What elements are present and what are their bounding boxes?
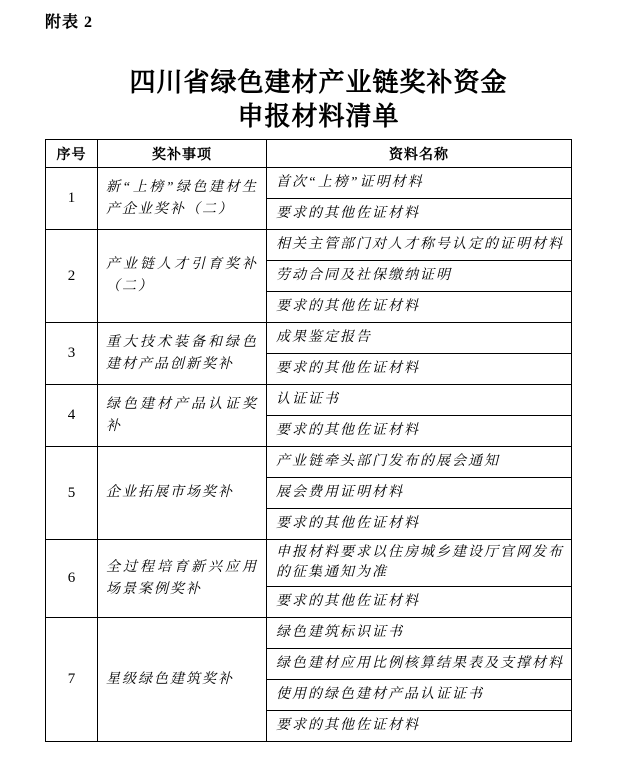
material-name: 要求的其他佐证材料 — [267, 199, 572, 230]
table-row — [46, 447, 572, 478]
award-item: 重大技术装备和绿色建材产品创新奖补 — [98, 323, 267, 385]
material-name: 要求的其他佐证材料 — [267, 711, 572, 742]
table-row — [46, 385, 572, 416]
material-name: 成果鉴定报告 — [267, 323, 572, 354]
document-title-line2: 申报材料清单 — [237, 102, 400, 131]
row-number: 1 — [46, 168, 98, 230]
table-row — [46, 540, 572, 587]
table-row — [46, 323, 572, 354]
column-header-material-name: 资料名称 — [267, 140, 572, 168]
table-row — [46, 168, 572, 199]
award-item: 星级绿色建筑奖补 — [98, 618, 267, 742]
row-number: 7 — [46, 618, 98, 742]
material-name: 要求的其他佐证材料 — [267, 587, 572, 618]
material-name: 首次“上榜”证明材料 — [267, 168, 572, 199]
material-name: 要求的其他佐证材料 — [267, 354, 572, 385]
document-title — [0, 66, 637, 134]
column-header-award-item: 奖补事项 — [98, 140, 267, 168]
appendix-label: 附表 2 — [45, 14, 94, 31]
material-name: 绿色建筑标识证书 — [267, 618, 572, 649]
document-title-line1: 四川省绿色建材产业链奖补资金 — [129, 68, 508, 97]
award-item: 绿色建材产品认证奖补 — [98, 385, 267, 447]
material-name: 相关主管部门对人才称号认定的证明材料 — [267, 230, 572, 261]
award-item: 企业拓展市场奖补 — [98, 447, 267, 540]
material-name: 使用的绿色建材产品认证证书 — [267, 680, 572, 711]
material-name: 要求的其他佐证材料 — [267, 416, 572, 447]
table-header-row — [46, 140, 572, 168]
table-row — [46, 230, 572, 261]
table-row — [46, 618, 572, 649]
material-name: 认证证书 — [267, 385, 572, 416]
row-number: 2 — [46, 230, 98, 323]
material-name: 绿色建材应用比例核算结果表及支撑材料 — [267, 649, 572, 680]
material-name: 要求的其他佐证材料 — [267, 292, 572, 323]
material-name: 要求的其他佐证材料 — [267, 509, 572, 540]
material-name: 产业链牵头部门发布的展会通知 — [267, 447, 572, 478]
column-header-index: 序号 — [46, 140, 98, 168]
row-number: 5 — [46, 447, 98, 540]
award-item: 新“上榜”绿色建材生产企业奖补（二） — [98, 168, 267, 230]
material-name: 申报材料要求以住房城乡建设厅官网发布的征集通知为准 — [267, 540, 572, 587]
material-name: 展会费用证明材料 — [267, 478, 572, 509]
row-number: 3 — [46, 323, 98, 385]
award-item: 产业链人才引育奖补（二） — [98, 230, 267, 323]
materials-table — [45, 139, 572, 742]
row-number: 4 — [46, 385, 98, 447]
award-item: 全过程培育新兴应用场景案例奖补 — [98, 540, 267, 618]
row-number: 6 — [46, 540, 98, 618]
material-name: 劳动合同及社保缴纳证明 — [267, 261, 572, 292]
